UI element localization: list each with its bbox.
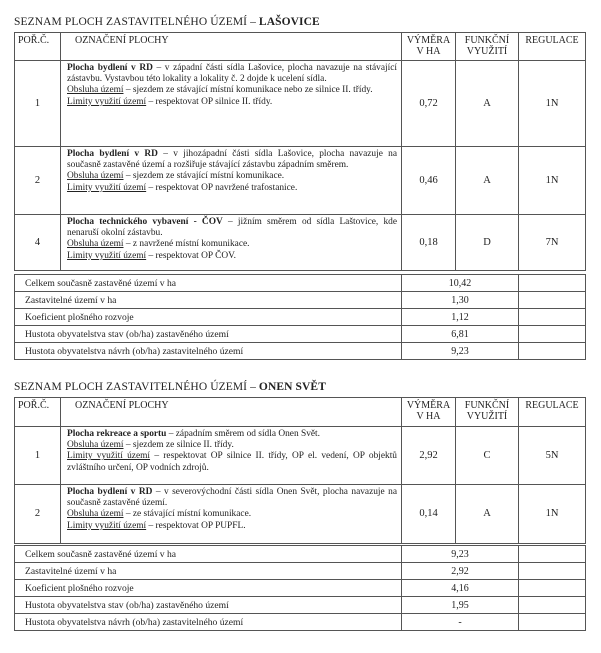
summary-value: 1,95 — [402, 597, 519, 614]
summary-spacer — [519, 597, 586, 614]
summary-spacer — [519, 292, 586, 309]
service-text: – ze stávající místní komunikace. — [123, 509, 252, 520]
summary-spacer — [519, 614, 586, 631]
plot-title: Plocha technického vybavení - ČOV — [67, 217, 223, 227]
summary-row — [15, 292, 586, 309]
summary-spacer — [519, 563, 586, 580]
section-title-location: ONEN SVĚT — [258, 381, 326, 393]
table-header-row — [15, 33, 586, 61]
row-area: 2,92 — [402, 427, 456, 485]
header-function-line1: FUNKČNÍ — [464, 400, 510, 411]
limits-label: Limity využití území — [67, 520, 147, 531]
row-regulation: 1N — [519, 61, 586, 147]
service-text: – z navržené místní komunikace. — [123, 239, 250, 250]
header-regulation: REGULACE — [519, 33, 586, 61]
plot-text: – v jihozápadní části sídla Lašovice, plocha navazuje na současně zastavěné území a rozšiřuje stávající zástavbu západním směrem. — [67, 149, 398, 171]
row-num: 1 — [15, 61, 61, 147]
summary-value: 4,16 — [402, 580, 519, 597]
row-regulation: 5N — [519, 427, 586, 485]
plot-text: – západním směrem od sídla Onen Svět. — [166, 429, 321, 439]
limits-text: – respektovat OP ČOV. — [146, 250, 236, 261]
header-function-line1: FUNKČNÍ — [464, 35, 510, 46]
table-header-row — [15, 398, 586, 427]
summary-row — [15, 326, 586, 343]
service-label: Obsluha území — [67, 171, 124, 182]
section-title-onen-svet — [14, 381, 326, 393]
plots-table-onen-svet — [14, 397, 586, 544]
row-area: 0,72 — [402, 61, 456, 147]
summary-spacer — [519, 309, 586, 326]
row-function: C — [456, 427, 519, 485]
summary-row — [15, 309, 586, 326]
summary-spacer — [519, 546, 586, 563]
summary-label: Celkem současně zastavěné území v ha — [15, 546, 402, 563]
row-function: A — [456, 61, 519, 147]
service-text: – sjezdem ze silnice II. třídy. — [123, 440, 234, 451]
summary-value: 1,30 — [402, 292, 519, 309]
plot-title: Plocha bydlení v RD — [67, 487, 153, 497]
summary-row — [15, 343, 586, 360]
summary-spacer — [519, 326, 586, 343]
header-name: OZNAČENÍ PLOCHY — [61, 398, 402, 427]
row-description — [61, 485, 402, 544]
header-name: OZNAČENÍ PLOCHY — [61, 33, 402, 61]
summary-row — [15, 614, 586, 631]
limits-label: Limity využití území — [67, 96, 147, 107]
table-row — [15, 61, 586, 147]
header-function — [456, 398, 519, 427]
summary-value: - — [402, 614, 519, 631]
header-function — [456, 33, 519, 61]
header-regulation: REGULACE — [519, 398, 586, 427]
row-description — [61, 61, 402, 147]
summary-label: Hustota obyvatelstva návrh (ob/ha) zastavitelného území — [15, 343, 402, 360]
section-title-prefix: SEZNAM PLOCH ZASTAVITELNÉHO ÚZEMÍ – — [14, 381, 259, 393]
row-regulation: 1N — [519, 147, 586, 215]
summary-spacer — [519, 343, 586, 360]
row-num: 2 — [15, 485, 61, 544]
limits-label: Limity využití území — [67, 451, 151, 462]
plot-title: Plocha bydlení v RD — [67, 63, 153, 73]
row-function: A — [456, 485, 519, 544]
table-row — [15, 485, 586, 544]
summary-row — [15, 275, 586, 292]
row-num: 2 — [15, 147, 61, 215]
summary-label: Zastavitelné území v ha — [15, 563, 402, 580]
service-text: – sjezdem ze stávající místní komunikace. — [123, 171, 285, 182]
row-description — [61, 427, 402, 485]
summary-label: Hustota obyvatelstva stav (ob/ha) zastavěného území — [15, 597, 402, 614]
summary-value: 6,81 — [402, 326, 519, 343]
summary-row — [15, 580, 586, 597]
plots-table-lasovice — [14, 32, 586, 271]
limits-text: – respektovat OP PUPFL. — [146, 520, 246, 531]
summary-spacer — [519, 580, 586, 597]
summary-value: 9,23 — [402, 546, 519, 563]
plot-title: Plocha bydlení v RD — [67, 149, 158, 159]
summary-label: Hustota obyvatelstva návrh (ob/ha) zastavitelného území — [15, 614, 402, 631]
service-label: Obsluha území — [67, 85, 124, 96]
service-text: – sjezdem ze stávající místní komunikace nebo ze silnice II. třídy. — [123, 85, 373, 96]
header-area-line2: V HA — [416, 46, 441, 57]
limits-text: – respektovat OP navržené trafostanice. — [146, 182, 298, 193]
service-label: Obsluha území — [67, 509, 124, 520]
section-title-location: LAŠOVICE — [258, 16, 320, 28]
summary-label: Hustota obyvatelstva stav (ob/ha) zastavěného území — [15, 326, 402, 343]
summary-label: Zastavitelné území v ha — [15, 292, 402, 309]
limits-text: – respektovat OP silnice II. třídy. — [146, 96, 273, 107]
header-function-line2: VYUŽITÍ — [466, 46, 508, 57]
summary-value: 10,42 — [402, 275, 519, 292]
summary-row — [15, 546, 586, 563]
table-row — [15, 215, 586, 271]
header-area — [402, 398, 456, 427]
row-num: 1 — [15, 427, 61, 485]
summary-value: 1,12 — [402, 309, 519, 326]
header-area-line2: V HA — [416, 411, 441, 422]
section-title-lasovice — [14, 16, 320, 28]
summary-label: Koeficient plošného rozvoje — [15, 309, 402, 326]
header-area-line1: VÝMĚRA — [406, 400, 451, 411]
row-area: 0,14 — [402, 485, 456, 544]
summary-label: Celkem současně zastavěné území v ha — [15, 275, 402, 292]
row-description — [61, 147, 402, 215]
header-function-line2: VYUŽITÍ — [466, 411, 508, 422]
row-function: A — [456, 147, 519, 215]
row-description — [61, 215, 402, 271]
summary-row — [15, 597, 586, 614]
summary-value: 2,92 — [402, 563, 519, 580]
summary-table-lasovice — [14, 274, 586, 360]
plot-text: – jižním směrem od sídla Laštovice, kde nenaruší okolní zástavbu. — [67, 217, 397, 239]
table-row — [15, 427, 586, 485]
row-regulation: 7N — [519, 215, 586, 271]
row-regulation: 1N — [519, 485, 586, 544]
header-area — [402, 33, 456, 61]
limits-label: Limity využití území — [67, 250, 147, 261]
summary-row — [15, 563, 586, 580]
header-num: POŘ.Č. — [15, 33, 61, 61]
table-row — [15, 147, 586, 215]
row-area: 0,18 — [402, 215, 456, 271]
service-label: Obsluha území — [67, 440, 124, 451]
header-num: POŘ.Č. — [15, 398, 61, 427]
summary-table-onen-svet — [14, 545, 586, 631]
plot-text: – v severovýchodní části sídla Onen Svět, plocha navazuje na současně zastavěné území. — [67, 487, 397, 509]
service-label: Obsluha území — [67, 239, 124, 250]
header-area-line1: VÝMĚRA — [406, 35, 451, 46]
plot-text: – v západní části sídla Lašovice, plocha navazuje na stávající zástavbu. Vystavbou této lokality a lokality č. 2 dojde k ucelení sídla. — [67, 63, 397, 85]
summary-spacer — [519, 275, 586, 292]
summary-label: Koeficient plošného rozvoje — [15, 580, 402, 597]
row-num: 4 — [15, 215, 61, 271]
row-area: 0,46 — [402, 147, 456, 215]
summary-value: 9,23 — [402, 343, 519, 360]
row-function: D — [456, 215, 519, 271]
limits-text: – respektovat OP silnice II. třídy, OP el. vedení, OP objektů zvláštního určení, OP vodních zdrojů. — [67, 451, 397, 473]
plot-title: Plocha rekreace a sportu — [67, 429, 167, 439]
limits-label: Limity využití území — [67, 182, 147, 193]
section-title-prefix: SEZNAM PLOCH ZASTAVITELNÉHO ÚZEMÍ – — [14, 16, 259, 28]
